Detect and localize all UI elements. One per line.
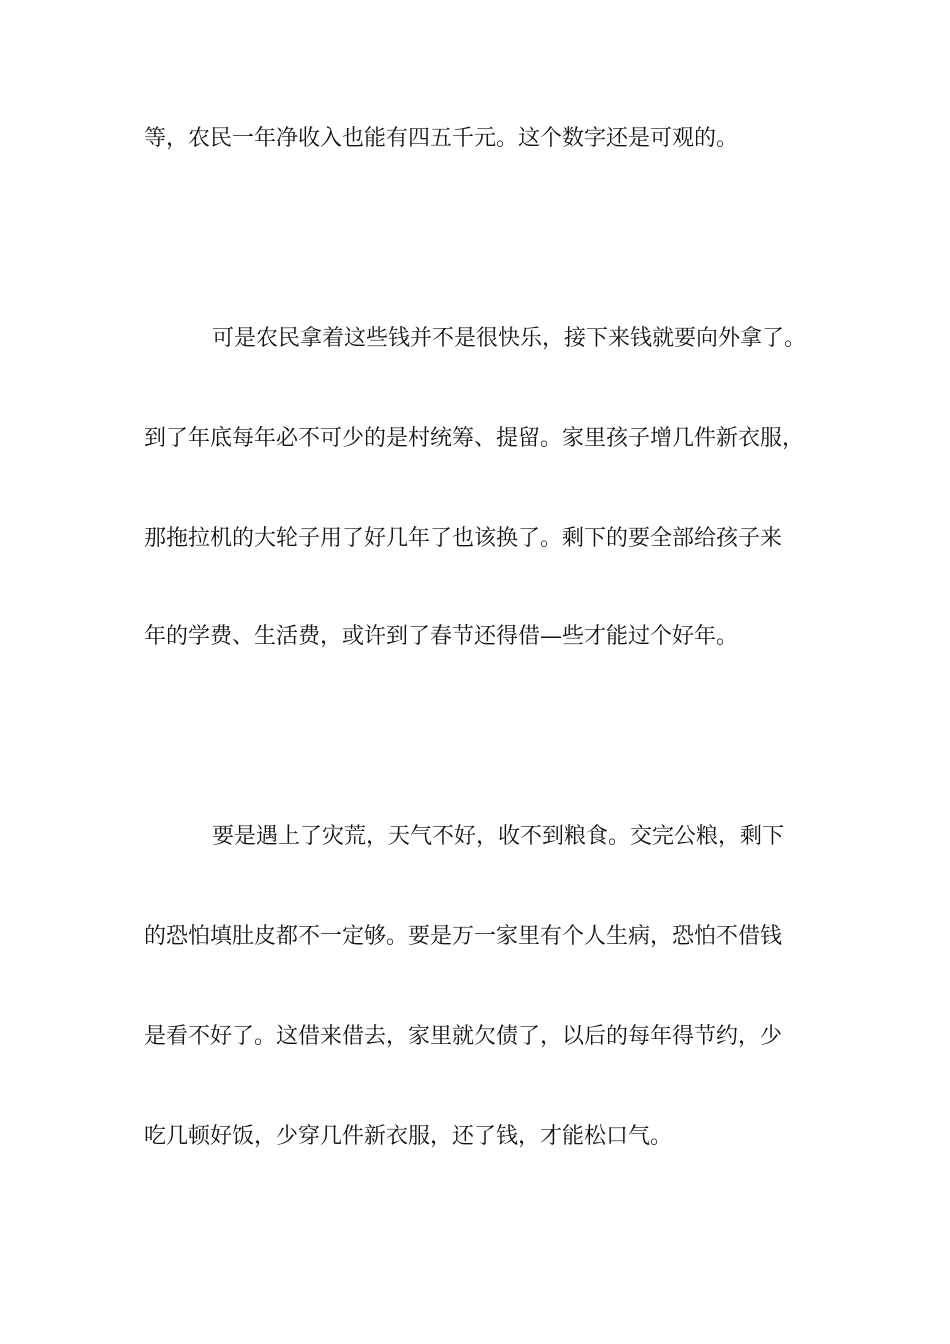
text-line: 要是遇上了灾荒，天气不好，收不到粮食。交完公粮，剩下 xyxy=(212,824,785,849)
text-line: 可是农民拿着这些钱并不是很快乐，接下来钱就要向外拿了。 xyxy=(212,326,807,351)
text-line: 等，农民一年净收入也能有四五千元。这个数字还是可观的。 xyxy=(144,126,739,151)
text-line: 年的学费、生活费，或许到了春节还得借—些才能过个好年。 xyxy=(144,624,739,649)
text-line: 那拖拉机的大轮子用了好几年了也该换了。剩下的要全部给孩子来 xyxy=(144,526,783,551)
text-line: 是看不好了。这借来借去，家里就欠债了，以后的每年得节约，少 xyxy=(144,1024,783,1049)
text-line: 到了年底每年必不可少的是村统筹、提留。家里孩子增几件新衣服， xyxy=(144,426,805,451)
text-line: 的恐怕填肚皮都不一定够。要是万一家里有个人生病，恐怕不借钱 xyxy=(144,924,783,949)
text-line: 吃几顿好饭，少穿几件新衣服，还了钱，才能松口气。 xyxy=(144,1124,673,1149)
